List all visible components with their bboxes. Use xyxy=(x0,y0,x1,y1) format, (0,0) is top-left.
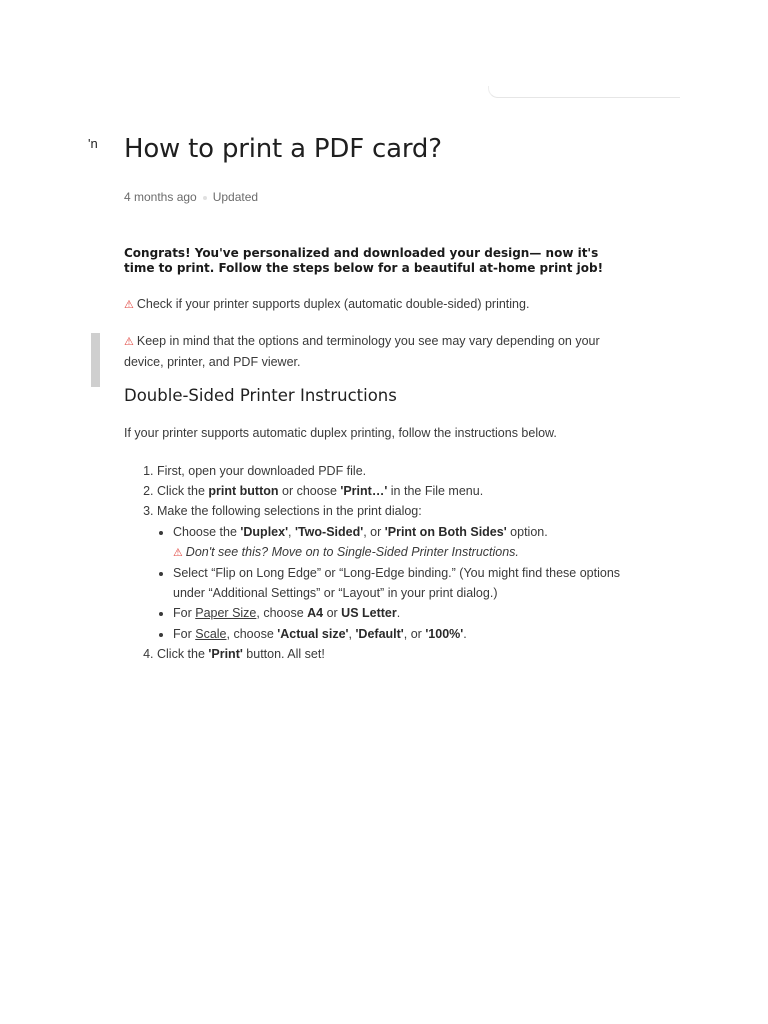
selection-scale xyxy=(173,624,627,644)
separator: or xyxy=(323,606,342,621)
option-actual-size: 'Actual size' xyxy=(277,626,349,641)
warning-terminology xyxy=(124,331,604,372)
selection-scale-end: . xyxy=(463,626,467,641)
selection-paper-size xyxy=(173,603,627,623)
step-2-text: Click the xyxy=(157,484,209,499)
step-2 xyxy=(157,481,627,501)
selection-paper-end: . xyxy=(396,606,401,621)
selection-flip-text: Select “Flip on Long Edge” or “Long-Edge binding.” (You might find these options under “Additional Settings” or “Layout” in your print dialog.) xyxy=(173,566,621,601)
option-us-letter: US Letter xyxy=(341,606,397,621)
warning-duplex xyxy=(124,294,604,315)
article-updated: Updated xyxy=(212,190,259,204)
selection-scale-text: For xyxy=(173,626,196,641)
scale-label: Scale xyxy=(195,626,227,641)
step-4-text-end: button. All set! xyxy=(242,646,325,661)
selection-paper-mid: , choose xyxy=(256,606,308,621)
step-2-text-mid: or choose xyxy=(278,484,341,499)
sidebar-text-fragment: 'n xyxy=(88,136,98,151)
article-time: 4 months ago xyxy=(124,190,197,204)
article-title: How to print a PDF card? xyxy=(124,134,442,164)
step-4 xyxy=(157,644,627,664)
meta-separator xyxy=(203,196,207,200)
selection-duplex-end: option. xyxy=(506,524,548,539)
search-box-edge[interactable] xyxy=(488,86,680,98)
warning-icon: ⚠ xyxy=(124,335,134,348)
separator: , or xyxy=(363,524,385,539)
section-title: Double-Sided Printer Instructions xyxy=(124,386,397,405)
step-3 xyxy=(157,501,627,643)
separator: , xyxy=(348,626,356,641)
print-label: 'Print' xyxy=(208,646,243,661)
selection-duplex xyxy=(173,522,627,563)
selection-duplex-text: Choose the xyxy=(173,524,241,539)
step-1-text: First, open your downloaded PDF file. xyxy=(157,464,367,478)
single-sided-note xyxy=(173,542,627,563)
article-meta xyxy=(124,190,258,204)
separator: , xyxy=(288,524,295,539)
option-both-sides: 'Print on Both Sides' xyxy=(384,524,507,539)
step-2-text-end: in the File menu. xyxy=(387,484,484,499)
selection-flip xyxy=(173,563,627,603)
selection-paper-text: For xyxy=(173,606,196,621)
warning-icon: ⚠ xyxy=(124,298,134,311)
option-100-percent: '100%' xyxy=(425,626,464,641)
option-default: 'Default' xyxy=(355,626,404,641)
option-a4: A4 xyxy=(307,606,324,621)
single-sided-note-text: Don't see this? Move on to Single-Sided Printer Instructions. xyxy=(185,544,519,559)
warning-duplex-text: Check if your printer supports duplex (automatic double-sided) printing. xyxy=(136,297,530,311)
section-intro: If your printer supports automatic duplex printing, follow the instructions below. xyxy=(124,426,557,440)
paper-size-label: Paper Size xyxy=(195,606,257,621)
article-intro: Congrats! You've personalized and downloaded your design— now it's time to print. Follow the steps below for a beautiful at-home print job! xyxy=(124,246,604,275)
step-1 xyxy=(157,461,627,481)
separator: , or xyxy=(403,626,426,641)
sidebar-scroll-indicator xyxy=(91,333,100,387)
steps-list xyxy=(124,461,627,664)
print-button-label: print button xyxy=(208,484,279,499)
step-4-text: Click the xyxy=(157,646,209,661)
option-duplex: 'Duplex' xyxy=(240,524,289,539)
selection-scale-mid: , choose xyxy=(226,626,278,641)
step-3-text: Make the following selections in the print dialog: xyxy=(157,504,422,519)
selections-list xyxy=(157,522,627,644)
print-menu-label: 'Print…' xyxy=(340,484,388,499)
warning-icon: ⚠ xyxy=(173,545,183,559)
option-two-sided: 'Two-Sided' xyxy=(295,524,364,539)
warning-terminology-text: Keep in mind that the options and terminology you see may vary depending on your device, printer, and PDF viewer. xyxy=(124,334,600,369)
